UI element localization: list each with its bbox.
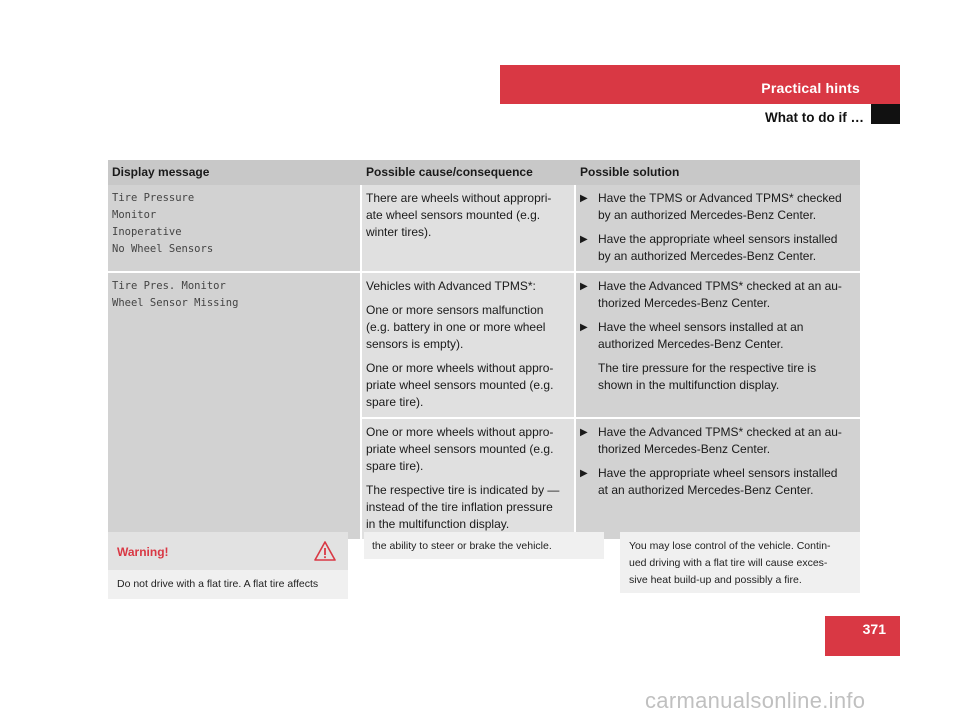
col-display-message: Display message xyxy=(108,160,362,185)
cause-line: The respective tire is indicated by — xyxy=(366,483,560,497)
solution-line: thorized Mercedes-Benz Center. xyxy=(598,296,771,310)
solution-item xyxy=(580,190,856,224)
warning-text: the ability to steer or brake the vehicle. xyxy=(372,540,552,552)
solution-line: Have the appropriate wheel sensors installed xyxy=(598,232,838,246)
cause-line: winter tires). xyxy=(366,225,432,239)
solution-line: Have the Advanced TPMS* checked at an au- xyxy=(598,425,842,439)
bullet-arrow-icon: ▶ xyxy=(580,281,588,292)
warning-text: You may lose control of the vehicle. Contin- xyxy=(629,540,831,552)
cause-paragraph xyxy=(366,482,570,533)
note-line: The tire pressure for the respective tire is xyxy=(598,361,817,375)
cause-line: One or more wheels without appro- xyxy=(366,425,554,439)
solution-line: at an authorized Mercedes-Benz Center. xyxy=(598,483,814,497)
solution-note xyxy=(580,360,856,394)
page-number-box xyxy=(825,616,900,656)
solution-line: authorized Mercedes-Benz Center. xyxy=(598,337,784,351)
cause-line: spare tire). xyxy=(366,395,424,409)
message-line: Tire Pres. Monitor xyxy=(112,280,226,292)
solution-item xyxy=(580,424,856,458)
solution-line: by an authorized Mercedes-Benz Center. xyxy=(598,249,817,263)
solution-line: thorized Mercedes-Benz Center. xyxy=(598,442,771,456)
cause-line: priate wheel sensors mounted (e.g. xyxy=(366,442,554,456)
cause-line: One or more sensors malfunction xyxy=(366,303,544,317)
message-line: Inoperative xyxy=(112,226,182,238)
solution-item xyxy=(580,278,856,312)
warning-title: Warning! xyxy=(117,545,169,559)
cause-line: priate wheel sensors mounted (e.g. xyxy=(366,378,554,392)
message-line: No Wheel Sensors xyxy=(112,243,214,255)
table-header-row xyxy=(108,160,860,185)
warning-text: sive heat build-up and possibly a fire. xyxy=(629,574,802,586)
cause-paragraph xyxy=(366,360,570,411)
cause-line: One or more wheels without appro- xyxy=(366,361,554,375)
solution-line: Have the Advanced TPMS* checked at an au- xyxy=(598,279,842,293)
page-number: 371 xyxy=(862,621,886,637)
cause-line: instead of the tire inflation pressure xyxy=(366,500,553,514)
col-possible-cause: Possible cause/consequence xyxy=(362,160,576,185)
header-tab-marker xyxy=(871,104,900,124)
display-message-cell xyxy=(108,271,362,539)
warning-text: Do not drive with a flat tire. A flat tire affects xyxy=(117,578,319,590)
solution-item xyxy=(580,465,856,499)
cause-paragraph xyxy=(366,302,570,353)
cause-paragraph: Vehicles with Advanced TPMS*: xyxy=(366,279,536,293)
note-line: shown in the multifunction display. xyxy=(598,378,780,392)
cause-line: sensors is empty). xyxy=(366,337,464,351)
bullet-arrow-icon: ▶ xyxy=(580,234,588,245)
solution-cell xyxy=(576,271,860,417)
col-possible-solution: Possible solution xyxy=(576,160,860,185)
solution-line: Have the appropriate wheel sensors installed xyxy=(598,466,838,480)
display-message-table xyxy=(108,160,860,539)
cause-line: ate wheel sensors mounted (e.g. xyxy=(366,208,541,222)
bullet-arrow-icon: ▶ xyxy=(580,193,588,204)
solution-line: Have the TPMS or Advanced TPMS* checked xyxy=(598,191,842,205)
cause-paragraph xyxy=(366,424,570,475)
warning-continuation xyxy=(620,532,860,593)
watermark: carmanualsonline.info xyxy=(645,688,866,713)
solution-item xyxy=(580,319,856,353)
message-line: Monitor xyxy=(112,209,157,221)
page-subtitle: What to do if … xyxy=(765,110,864,125)
solution-cell xyxy=(576,185,860,271)
bullet-arrow-icon: ▶ xyxy=(580,427,588,438)
solution-item xyxy=(580,231,856,265)
warning-continuation xyxy=(364,532,604,559)
solution-line: Have the wheel sensors installed at an xyxy=(598,320,804,334)
table-row xyxy=(108,271,860,417)
cause-cell xyxy=(362,271,576,417)
cause-line: spare tire). xyxy=(366,459,424,473)
solution-cell xyxy=(576,417,860,539)
message-line: Tire Pressure xyxy=(112,192,195,204)
warning-box xyxy=(108,532,348,599)
bullet-arrow-icon: ▶ xyxy=(580,468,588,479)
section-title: Practical hints xyxy=(761,80,860,96)
solution-line: by an authorized Mercedes-Benz Center. xyxy=(598,208,817,222)
table-row xyxy=(108,185,860,271)
warning-text: ued driving with a flat tire will cause exces- xyxy=(629,557,828,569)
warning-header xyxy=(108,532,348,570)
bullet-arrow-icon: ▶ xyxy=(580,322,588,333)
cause-line: in the multifunction display. xyxy=(366,517,510,531)
cause-cell xyxy=(362,417,576,539)
warning-triangle-icon xyxy=(314,540,336,562)
message-line: Wheel Sensor Missing xyxy=(112,297,239,309)
cause-line: (e.g. battery in one or more wheel xyxy=(366,320,546,334)
cause-cell xyxy=(362,185,576,271)
display-message-cell xyxy=(108,185,362,271)
cause-line: There are wheels without appropri- xyxy=(366,191,552,205)
